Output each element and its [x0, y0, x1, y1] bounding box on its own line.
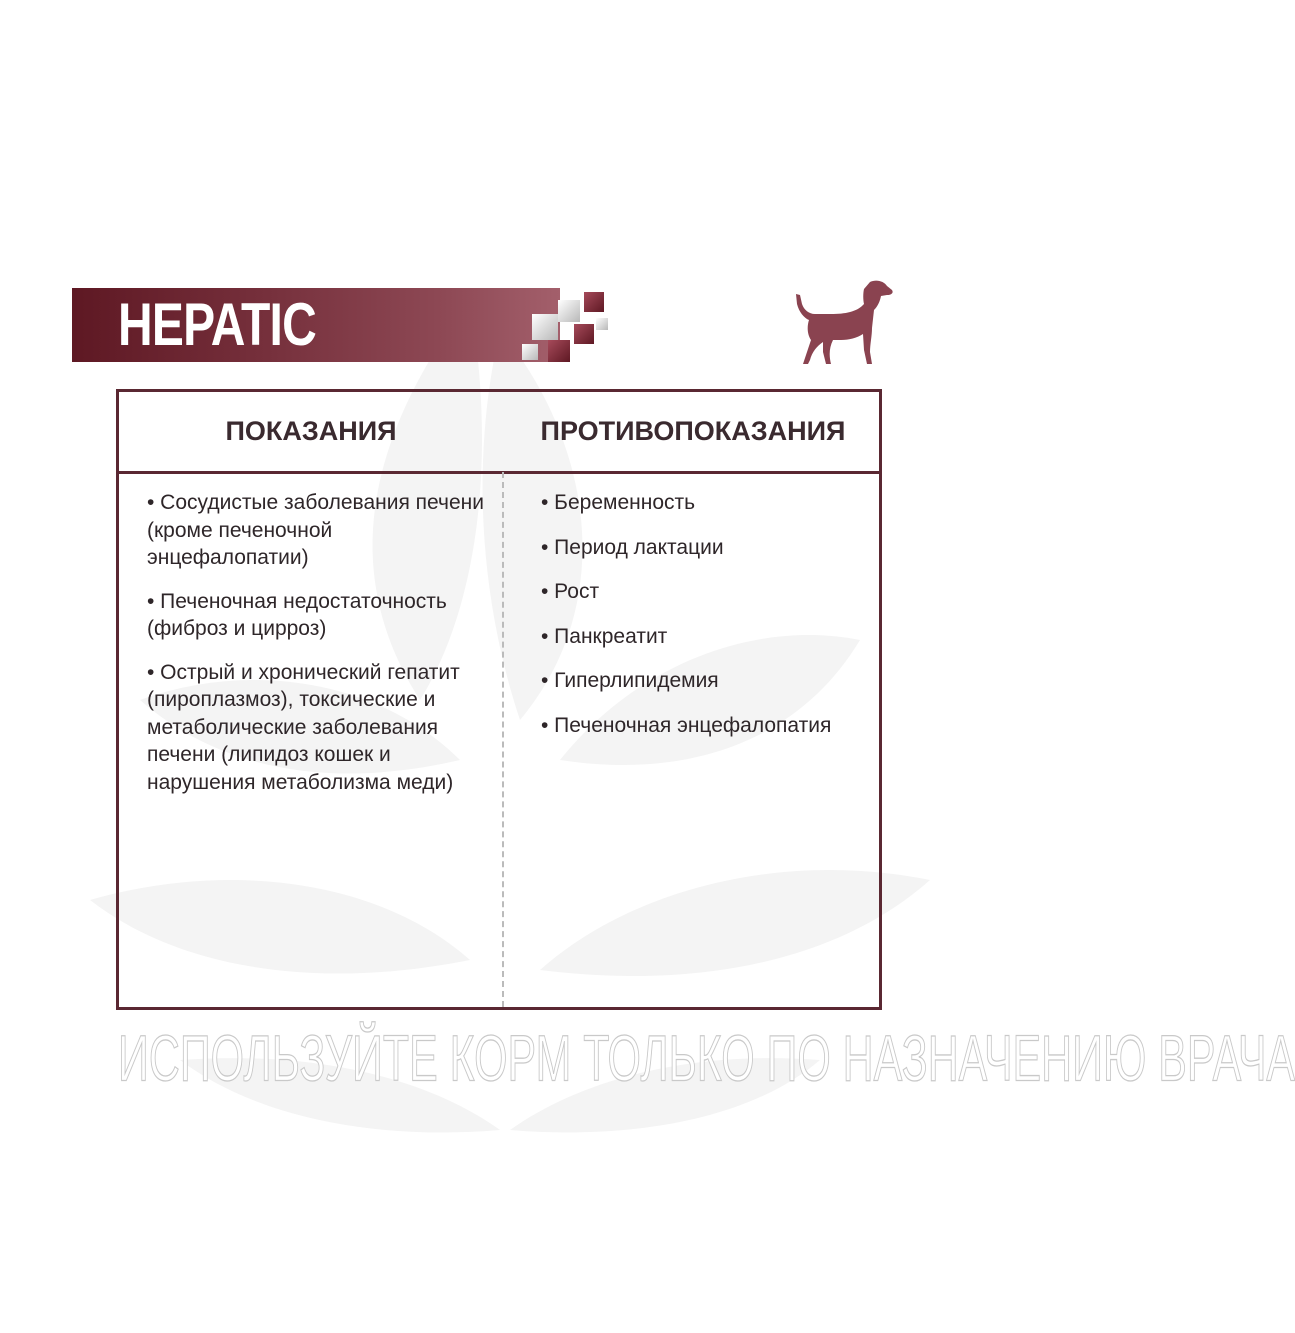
indication-item: • Сосудистые заболевания печени (кроме печеночной энцефалопатии) [147, 491, 484, 569]
dog-icon [784, 276, 894, 370]
contraindication-item: • Рост [541, 580, 600, 603]
contraindication-item: • Беременность [541, 491, 696, 514]
cubes-icon [518, 284, 614, 368]
prescription-warning: ИСПОЛЬЗУЙТЕ КОРМ ТОЛЬКО ПО НАЗНАЧЕНИЮ ВРАЧА [118, 1022, 1295, 1095]
contraindication-item: • Период лактации [541, 535, 724, 559]
indications-list [147, 489, 487, 812]
indications-table [116, 389, 882, 1010]
indication-item: • Печеночная недостаточность (фиброз и цирроз) [147, 589, 447, 640]
contraindication-item: • Гиперлипидемия [541, 669, 719, 692]
contraindications-header: ПРОТИВОПОКАЗАНИЯ [540, 416, 846, 446]
product-banner [72, 288, 560, 362]
column-divider [502, 472, 504, 1007]
contraindication-item: • Печеночная энцефалопатия [541, 713, 832, 737]
indications-header: ПОКАЗАНИЯ [225, 416, 397, 446]
table-header [119, 392, 879, 474]
banner-title: HEPATIC [118, 291, 316, 358]
contraindications-list [541, 489, 861, 756]
indication-item: • Острый и хронический гепатит (пироплазмоз), токсические и метаболические заболевания печени (липидоз кошек и нарушения метаболизма меди) [147, 660, 460, 794]
contraindication-item: • Панкреатит [541, 624, 668, 648]
